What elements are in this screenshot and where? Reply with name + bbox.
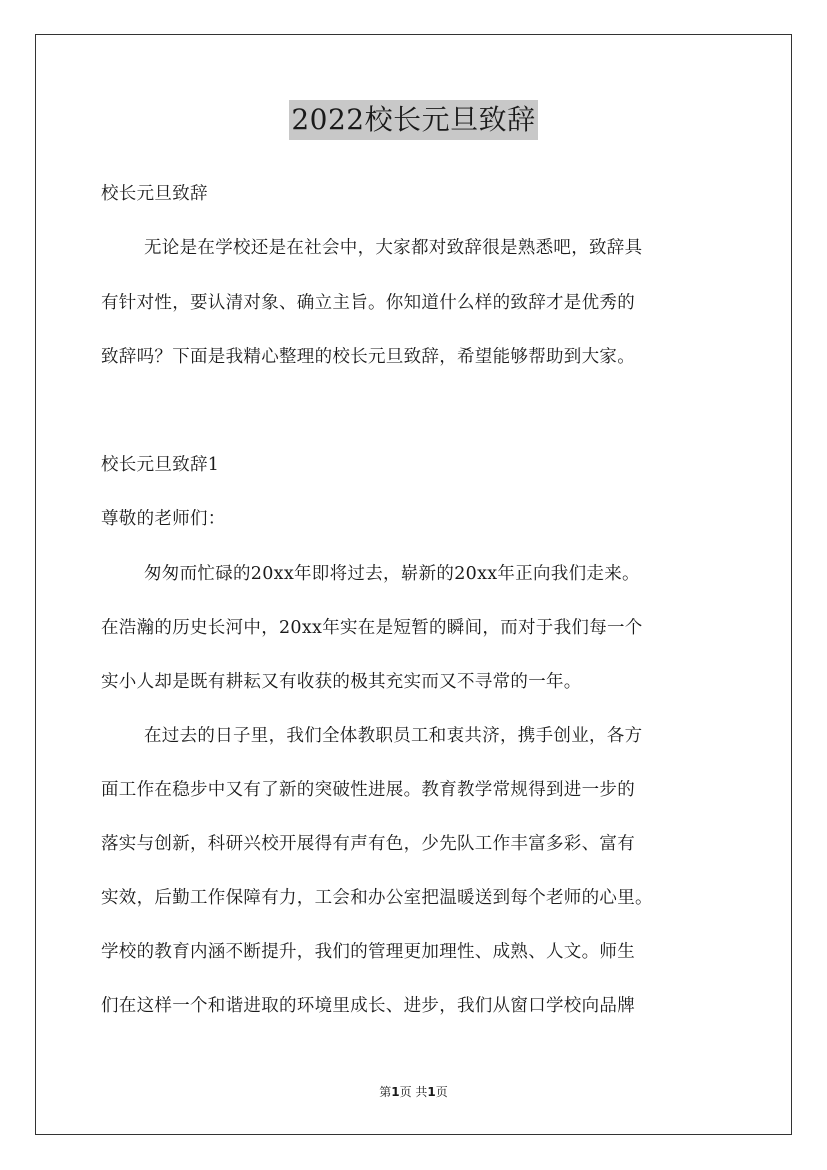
section-heading: 校长元旦致辞1 (101, 455, 220, 475)
text-line: 面工作在稳步中又有了新的突破性进展。教育教学常规得到进一步的 (101, 780, 635, 800)
footer-mid: 页 共 (399, 1085, 428, 1099)
footer-prefix: 第 (379, 1085, 392, 1099)
page-footer (0, 1083, 827, 1100)
salutation: 尊敬的老师们： (101, 509, 226, 529)
page-number: 1 (391, 1085, 400, 1099)
text-line: 实效，后勤工作保障有力，工会和办公室把温暖送到每个老师的心里。 (101, 888, 653, 908)
footer-suffix: 页 (435, 1085, 448, 1099)
text-line: 致辞吗？下面是我精心整理的校长元旦致辞，希望能够帮助到大家。 (101, 347, 635, 367)
text-line: 无论是在学校还是在社会中，大家都对致辞很是熟悉吧，致辞具 (144, 238, 643, 258)
text-line: 学校的教育内涵不断提升，我们的管理更加理性、成熟、人文。师生 (101, 942, 635, 962)
text-line: 们在这样一个和谐进取的环境里成长、进步，我们从窗口学校向品牌 (101, 996, 635, 1016)
text-line: 在浩瀚的历史长河中，20xx年实在是短暂的瞬间，而对于我们每一个 (101, 618, 643, 638)
text-line: 匆匆而忙碌的20xx年即将过去，崭新的20xx年正向我们走来。 (144, 564, 640, 584)
page-total: 1 (427, 1085, 436, 1099)
document-title: 2022校长元旦致辞 (289, 100, 537, 140)
text-line: 有针对性，要认清对象、确立主旨。你知道什么样的致辞才是优秀的 (101, 293, 635, 313)
text-line: 实小人却是既有耕耘又有收获的极其充实而又不寻常的一年。 (101, 672, 582, 692)
title-container (0, 100, 827, 140)
text-line: 落实与创新，科研兴校开展得有声有色，少先队工作丰富多彩、富有 (101, 834, 635, 854)
subtitle-line: 校长元旦致辞 (101, 184, 208, 204)
text-line: 在过去的日子里，我们全体教职员工和衷共济，携手创业，各方 (144, 726, 643, 746)
